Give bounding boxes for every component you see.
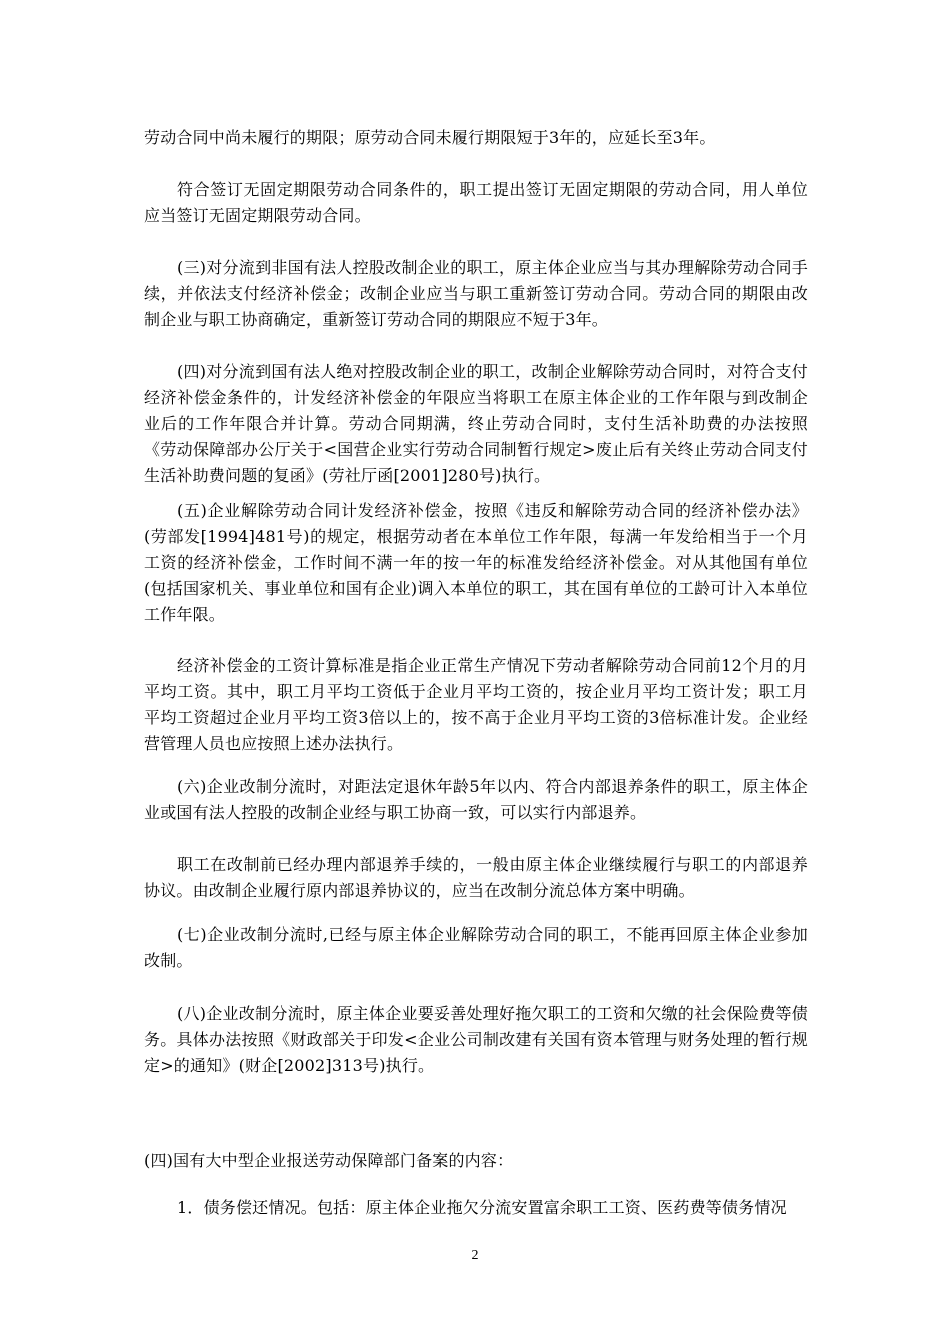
paragraph-compensation-standard: 经济补偿金的工资计算标准是指企业正常生产情况下劳动者解除劳动合同前12个月的月平均工资。其中，职工月平均工资低于企业月平均工资的，按企业月平均工资计发；职工月平均工资超过企业月平均工资3倍以上的，按不高于企业月平均工资的3倍标准计发。企业经营管理人员也应按照上述办法执行。	[144, 656, 808, 753]
paragraph-internal-retirement: 职工在改制前已经办理内部退养手续的，一般由原主体企业继续履行与职工的内部退养协议。由改制企业履行原内部退养协议的，应当在改制分流总体方案中明确。	[144, 855, 808, 900]
paragraph-open-ended-contract: 符合签订无固定期限劳动合同条件的，职工提出签订无固定期限的劳动合同，用人单位应当签订无固定期限劳动合同。	[144, 180, 808, 225]
paragraph-section-8: (八)企业改制分流时，原主体企业要妥善处理好拖欠职工的工资和欠缴的社会保险费等债务。具体办法按照《财政部关于印发<企业公司制改建有关国有资本管理与财务处理的暂行规定>的通知》(财企[2002]313号)执行。	[144, 1004, 808, 1075]
list-item-debt-repayment: 1．债务偿还情况。包括：原主体企业拖欠分流安置富余职工工资、医药费等债务情况	[177, 1198, 787, 1217]
paragraph-section-5: (五)企业解除劳动合同计发经济补偿金，按照《违反和解除劳动合同的经济补偿办法》(劳部发[1994]481号)的规定，根据劳动者在本单位工作年限，每满一年发给相当于一个月工资的经济补偿金，工作时间不满一年的按一年的标准发给经济补偿金。对从其他国有单位(包括国家机关、事业单位和国有企业)调入本单位的职工，其在国有单位的工龄可计入本单位工作年限。	[144, 501, 808, 624]
paragraph-section-7: (七)企业改制分流时,已经与原主体企业解除劳动合同的职工，不能再回原主体企业参加改制。	[144, 925, 808, 970]
page-number: 2	[471, 1248, 479, 1263]
paragraph-section-6: (六)企业改制分流时，对距法定退休年龄5年以内、符合内部退养条件的职工，原主体企业或国有法人控股的改制企业经与职工协商一致，可以实行内部退养。	[144, 777, 808, 822]
paragraph-contract-extension: 劳动合同中尚未履行的期限；原劳动合同未履行期限短于3年的，应延长至3年。	[144, 128, 716, 147]
paragraph-section-4: (四)对分流到国有法人绝对控股改制企业的职工，改制企业解除劳动合同时，对符合支付经济补偿金条件的，计发经济补偿金的年限应当将职工在原主体企业的工作年限与到改制企业后的工作年限合并计算。劳动合同期满，终止劳动合同时，支付生活补助费的办法按照《劳动保障部办公厅关于<国营企业实行劳动合同制暂行规定>废止后有关终止劳动合同支付生活补助费问题的复函》(劳社厅函[2001]280号)执行。	[144, 362, 808, 485]
section-heading-filing-contents: (四)国有大中型企业报送劳动保障部门备案的内容：	[144, 1151, 514, 1170]
paragraph-section-3: (三)对分流到非国有法人控股改制企业的职工，原主体企业应当与其办理解除劳动合同手续，并依法支付经济补偿金；改制企业应当与职工重新签订劳动合同。劳动合同的期限由改制企业与职工协商确定，重新签订劳动合同的期限应不短于3年。	[144, 258, 808, 329]
